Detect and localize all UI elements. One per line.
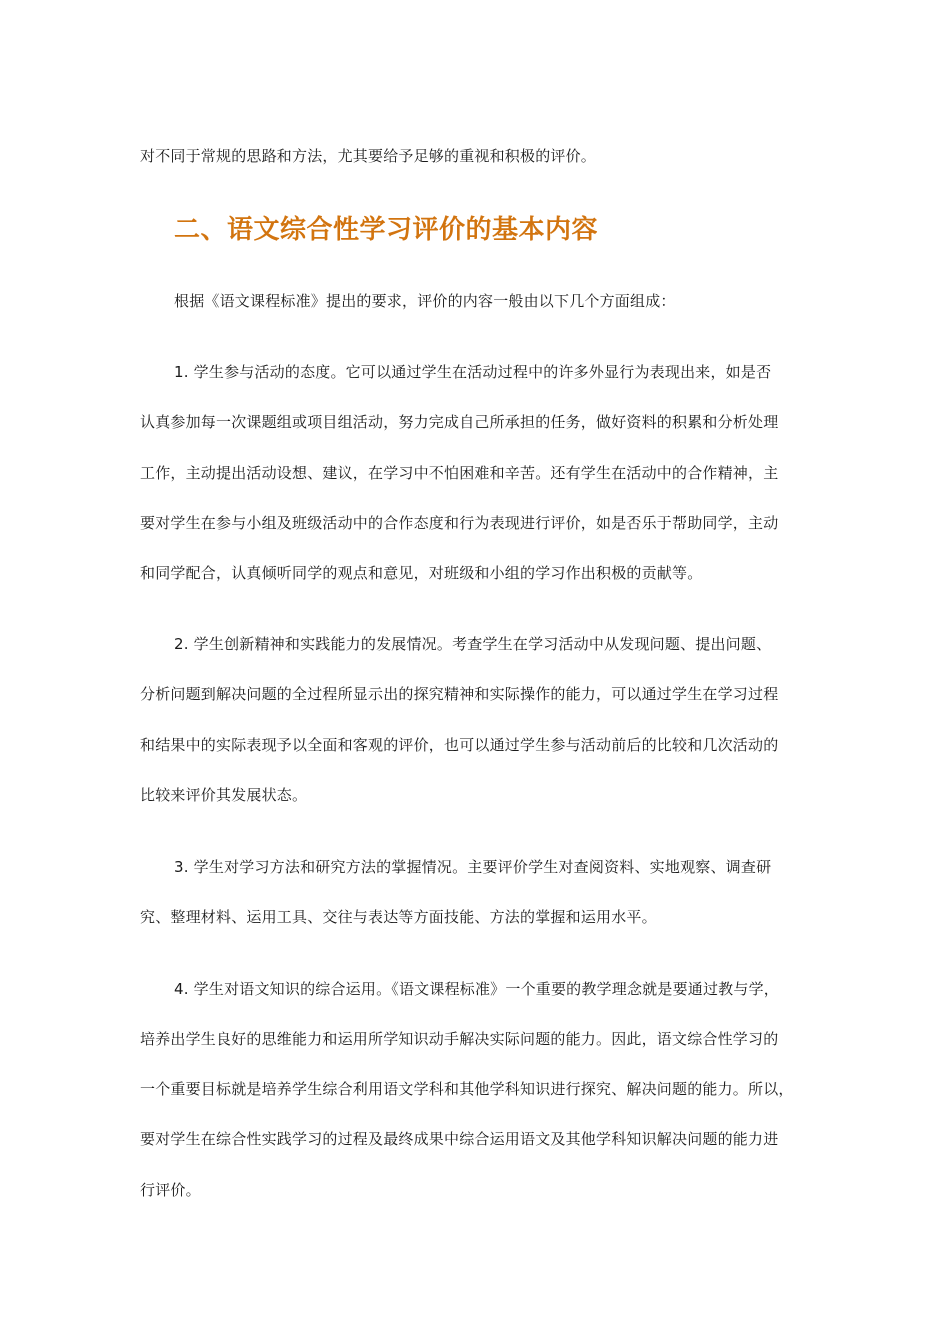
- item-4-line-4: 要对学生在综合性实践学习的过程及最终成果中综合运用语文及其他学科知识解决问题的能力进: [140, 1130, 779, 1148]
- item-2-line-1: 2. 学生创新精神和实践能力的发展情况。考查学生在学习活动中从发现问题、提出问题、: [174, 635, 772, 653]
- item-3-line-2: 究、整理材料、运用工具、交往与表达等方面技能、方法的掌握和运用水平。: [140, 908, 657, 926]
- item-1-line-1: 1. 学生参与活动的态度。它可以通过学生在活动过程中的许多外显行为表现出来，如是否: [174, 363, 772, 381]
- intro-tail-text: 对不同于常规的思路和方法，尤其要给予足够的重视和积极的评价。: [140, 147, 597, 165]
- item-1-line-5: 和同学配合，认真倾听同学的观点和意见，对班级和小组的学习作出积极的贡献等。: [140, 564, 703, 582]
- item-2-line-2: 分析问题到解决问题的全过程所显示出的探究精神和实际操作的能力，可以通过学生在学习过程: [140, 685, 779, 703]
- item-2-line-3: 和结果中的实际表现予以全面和客观的评价，也可以通过学生参与活动前后的比较和几次活动的: [140, 736, 779, 754]
- item-1-line-2: 认真参加每一次课题组或项目组活动，努力完成自己所承担的任务，做好资料的积累和分析处理: [140, 413, 779, 431]
- item-4-line-5: 行评价。: [140, 1181, 201, 1199]
- section-heading: 二、语文综合性学习评价的基本内容: [174, 215, 599, 245]
- item-4-line-3: 一个重要目标就是培养学生综合利用语文学科和其他学科知识进行探究、解决问题的能力。所以，: [140, 1080, 794, 1098]
- item-4-line-2: 培养出学生良好的思维能力和运用所学知识动手解决实际问题的能力。因此，语文综合性学习的: [140, 1030, 779, 1048]
- item-4-line-1: 4. 学生对语文知识的综合运用。《语文课程标准》一个重要的教学理念就是要通过教与学，: [174, 980, 779, 998]
- item-1-line-3: 工作，主动提出活动设想、建议，在学习中不怕困难和辛苦。还有学生在活动中的合作精神，主: [140, 464, 779, 482]
- item-2-line-4: 比较来评价其发展状态。: [140, 786, 308, 804]
- item-1-line-4: 要对学生在参与小组及班级活动中的合作态度和行为表现进行评价，如是否乐于帮助同学，主动: [140, 514, 779, 532]
- lead-paragraph: 根据《语文课程标准》提出的要求，评价的内容一般由以下几个方面组成：: [174, 292, 676, 310]
- item-3-line-1: 3. 学生对学习方法和研究方法的掌握情况。主要评价学生对查阅资料、实地观察、调查研: [174, 858, 772, 876]
